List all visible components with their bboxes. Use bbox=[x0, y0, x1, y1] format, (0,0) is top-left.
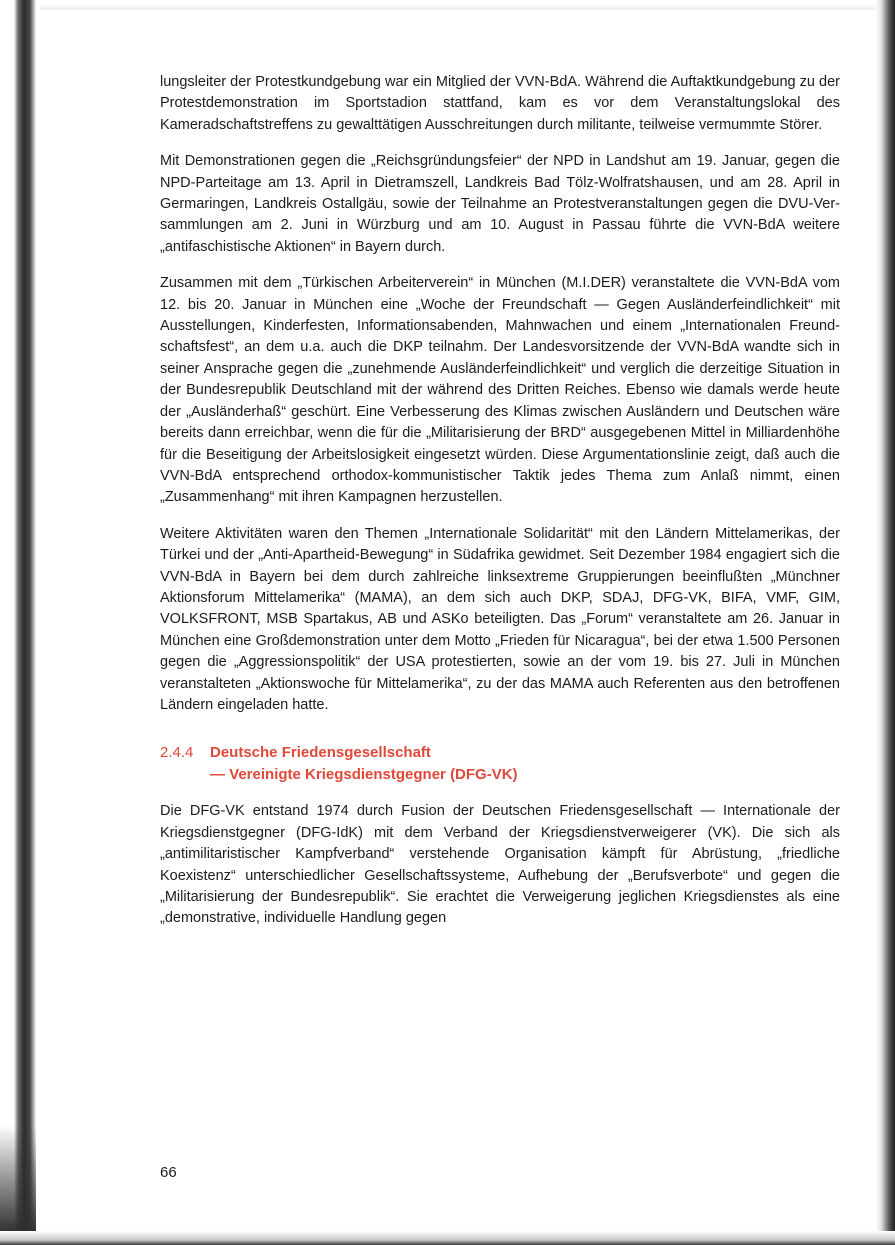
section-number: 2.4.4 bbox=[160, 744, 194, 762]
paragraph-2: Mit Demonstrationen gegen die „Reichsgründungsfeier“ der NPD in Landshut am 19. Januar, gegen die NPD-Parteitage am 13. April in Dietramszell, Landkreis Bad Tölz-Wolfratshausen, und am 28. April in Germaringen, Landkreis Ostallgäu, sowie der Teilnahme an Protestveranstaltungen gegen die DVU-Versammlungen am 2. Juni in Würzburg und am 10. August in Passau führte die VVN-BdA weitere „antifaschistische Aktionen“ in Bayern durch. bbox=[160, 153, 840, 255]
text-column bbox=[160, 72, 840, 945]
paragraph-3: Zusammen mit dem „Türkischen Arbeiterverein“ in München (M.I.DER) veranstaltete die VVN-BdA vom 12. bis 20. Januar in München eine „Woche der Freundschaft — Gegen Ausländerfeindlichkeit“ mit Ausstellungen, Kinderfesten, Informationsabenden, Mahnwachen und einem „Internationalen Freundschaftsfest“, an dem u.a. auch die DKP teilnahm. Der Landesvorsitzende der VVN-BdA wandte sich in seiner Ansprache gegen die „zunehmende Ausländerfeindlichkeit“ und verglich die derzeitige Situation in der Bundesrepublik Deutschland mit der während des Dritten Reiches. Ebenso wie damals werde heute der „Ausländerhaß“ geschürt. Eine Verbesserung des Klimas zwischen Ausländern und Deutschen wäre bereits dann erreichbar, wenn die für die „Militarisierung der BRD“ ausgegebenen Mittel in Milliardenhöhe für die Beseitigung der Arbeitslosigkeit eingesetzt würden. Diese Argumentationslinie zeigt, daß auch die VVN-BdA entsprechend orthodox-kommunistischer Taktik jedes Thema zum Anlaß nimmt, einen „Zusammenhang“ mit ihren Kampagnen herzustellen. bbox=[160, 275, 840, 506]
scan-border-bottom bbox=[0, 1231, 895, 1245]
scan-border-left bbox=[0, 0, 36, 1245]
paragraph-1: lungsleiter der Protestkundgebung war ein Mitglied der VVN-BdA. Während die Auftaktkundgebung zu der Protestdemonstration im Sportstadion stattfand, kam es vor dem Veranstaltungslokal des Kameradschaftstreffens zu gewalttätigen Ausschreitungen durch militante, teilweise vermummte Störer. bbox=[160, 74, 840, 133]
scan-border-right bbox=[875, 0, 895, 1245]
section-subtitle: — Vereinigte Kriegsdienstgegner (DFG-VK) bbox=[210, 766, 518, 784]
scan-border-top bbox=[40, 0, 895, 10]
section-paragraph: Die DFG-VK entstand 1974 durch Fusion der Deutschen Friedensgesellschaft — Internationale der Kriegsdienstgegner (DFG-IdK) mit dem Verband der Kriegsdienstverweigerer (VK). Die sich als „antimilitaristischer Kampfverband“ verstehende Organisation kämpft für Abrüstung, „friedliche Koexistenz“ unterschiedlicher Gesellschaftssysteme, Aufhebung der „Berufsverbote“ und gegen die „Militarisierung der Bundesrepublik“. Sie erachtet die Verweigerung jeglichen Kriegsdienstes als eine „demonstrative, individuelle Handlung gegen bbox=[160, 803, 840, 927]
section-title: Deutsche Friedensgesellschaft bbox=[210, 744, 431, 762]
paragraph-4: Weitere Aktivitäten waren den Themen „Internationale Solidarität“ mit den Ländern Mittelamerikas, der Türkei und der „Anti-Apartheid-Bewegung“ in Südafrika gewidmet. Seit Dezember 1984 engagiert sich die VVN-BdA in Bayern bei dem durch zahlreiche linksextreme Gruppierungen beeinflußten „Münchner Aktionsforum Mittelamerika“ (MAMA), an dem sich auch DKP, SDAJ, DFG-VK, BIFA, VMF, GIM, VOLKSFRONT, MSB Spartakus, AB und ASKo beteiligten. Das „Forum“ veranstaltete am 26. Januar in München eine Großdemonstration unter dem Motto „Frieden für Nicaragua“, bei der etwa 1.500 Personen gegen die „Aggressionspolitik“ der USA protestierten, sowie an der vom 19. bis 27. Juli in München veranstalteten „Aktionswoche für Mittelamerika“, zu der das MAMA auch Referenten aus den betroffenen Ländern eingeladen hatte. bbox=[160, 525, 840, 713]
section-heading bbox=[160, 742, 840, 786]
page-number: 66 bbox=[160, 1164, 177, 1181]
